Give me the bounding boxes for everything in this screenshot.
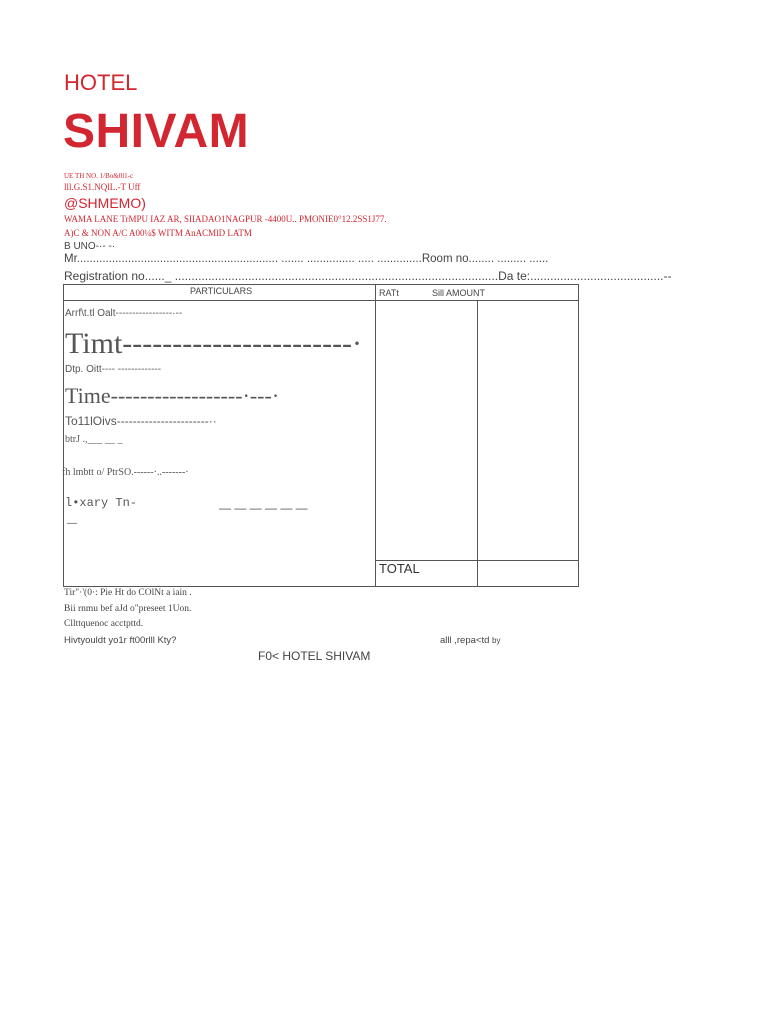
header-line1: UE TH NO. 1/Bo&0l1-c <box>64 172 134 180</box>
luxury-tax-extra-dash: — <box>67 518 77 529</box>
address-line1: WAMA LANE TrMPU IAZ AR, SIIADAO1NAGPUR -4400U.. PMONIE0°12.2SS1J77. <box>64 214 387 224</box>
luxury-tax-row: l•xary Tn- <box>65 496 138 510</box>
rate-header: RATt <box>379 288 399 298</box>
bill-no-field: B UNO-·- -· <box>64 241 116 252</box>
header-divider <box>64 300 578 301</box>
rate-column-divider <box>375 285 376 587</box>
memo-title: @SHMEMO) <box>64 195 146 211</box>
address-line2: A)C & NON A/C A00¼$ WITM AnACMlD LATM <box>64 228 252 238</box>
arrival-time-row: Timt-----------------------· <box>65 327 363 360</box>
by-text: by <box>492 636 501 645</box>
luxury-tax-dashes: — — — — — — <box>219 501 308 515</box>
extra-row: btrJ .,___ __ _ <box>65 434 123 445</box>
mr-room-row: Mr............................................................... ....... ............... ..... ..............Room no........ ......... ...... <box>64 253 549 265</box>
bill-table <box>63 284 579 587</box>
footer-note-2: Bii rnmu bef aJd o"preseet 1Uon. <box>64 604 192 614</box>
hotel-name: SHIVAM <box>63 105 250 158</box>
footer-note-3: Cllttquenoc acctpttd. <box>64 619 144 629</box>
prepared-by-label <box>440 635 500 646</box>
amount-header: Sill AMOUNT <box>432 288 486 298</box>
departure-time-row: Time------------------·---· <box>65 383 280 408</box>
departure-date-row: Dtp. Oitt---- ------------- <box>65 364 162 375</box>
footer-note-1: Tir"·'(0·: Pie Ht do COlNt a iain . <box>64 588 192 598</box>
hotel-label: HOTEL <box>64 70 138 95</box>
footer-note-4: Hivtyouldt yo1r ft00rlll Kty? <box>64 635 177 646</box>
number-of-persons-row: fh lmbtt o/ PtrSO.------·..-------· <box>62 467 189 478</box>
for-hotel-signature-label: F0< HOTEL SHIVAM <box>258 649 371 663</box>
arrival-date-row: Arrf\t.tl Oalt-----------------·-- <box>65 308 183 319</box>
particulars-header: PARTICULARS <box>190 286 253 296</box>
total-label: TOTAL <box>379 561 420 576</box>
amount-column-divider <box>477 300 478 587</box>
total-days-row: To11lOivs-----------------------·· <box>65 414 217 428</box>
header-line2: lll.G.S1.NQlL.-T Uff <box>64 182 141 192</box>
registration-date-row: Registration no......_ .................................................................................................Da te:........................................-- <box>64 269 672 283</box>
prepared-text: alll ,repa<td <box>440 635 490 646</box>
